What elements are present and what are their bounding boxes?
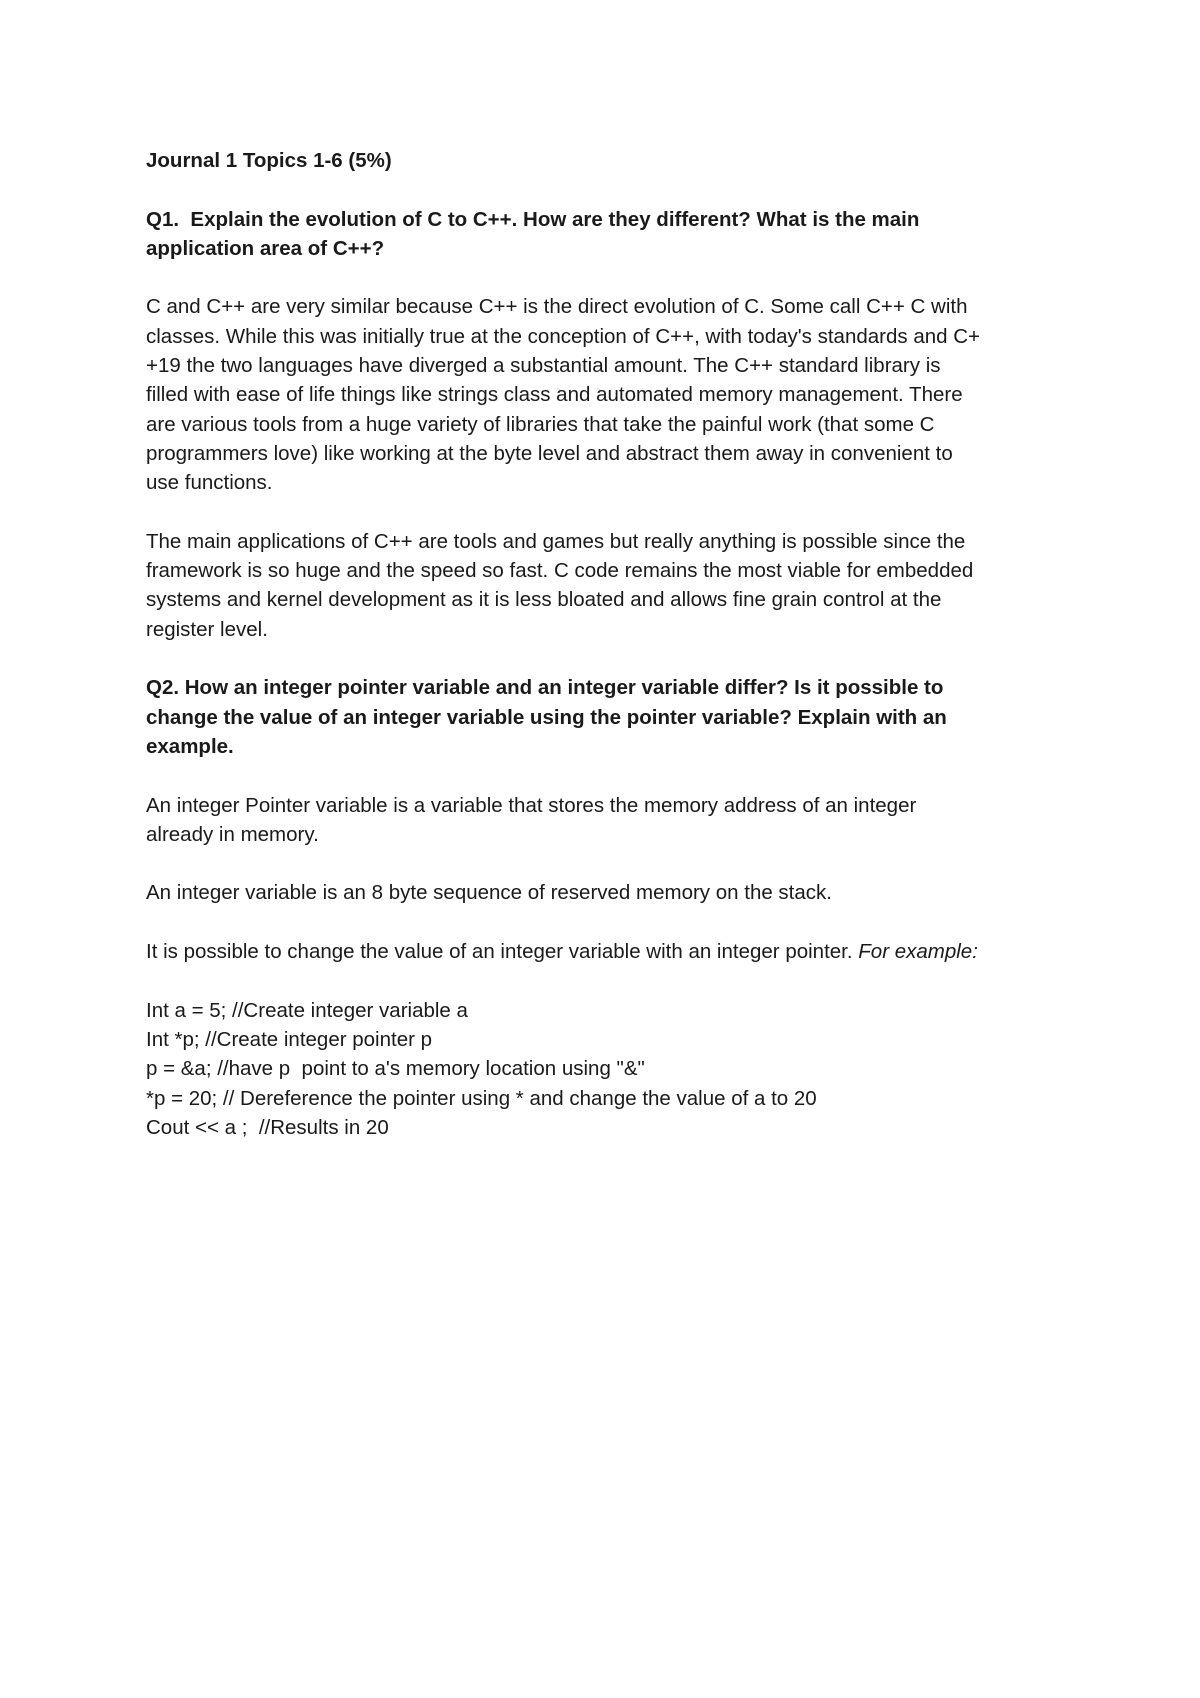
q1-answer-line: filled with ease of life things like strings class and automated memory management. There (146, 383, 963, 407)
document-body (146, 146, 1066, 1142)
q1-answer-line: programmers love) like working at the byte level and abstract them away in convenient to (146, 441, 953, 465)
q2-question-line: Q2. How an integer pointer variable and an integer variable differ? Is it possible to (146, 676, 944, 700)
q2-question-line: example. (146, 734, 234, 758)
q1-question-line: Q1. Explain the evolution of C to C++. How are they different? What is the main (146, 207, 920, 231)
code-line: Cout << a ; //Results in 20 (146, 1115, 389, 1139)
q2-example-intro-italic: For example: (858, 940, 978, 964)
code-line: Int *p; //Create integer pointer p (146, 1027, 433, 1051)
spacer (146, 908, 1066, 937)
q1-applications-line: framework is so huge and the speed so fast. C code remains the most viable for embedded (146, 559, 974, 583)
spacer (146, 498, 1066, 527)
q1-answer-line: are various tools from a huge variety of libraries that take the painful work (that some C (146, 412, 935, 436)
q1-applications-line: register level. (146, 617, 268, 641)
spacer (146, 263, 1066, 292)
code-line: p = &a; //have p point to a's memory location using "&" (146, 1057, 645, 1081)
q1-applications-line: systems and kernel development as it is less bloated and allows fine grain control at the (146, 588, 942, 612)
q1-answer-line: classes. While this was initially true at the conception of C++, with today's standards and C+ (146, 324, 981, 348)
q2-integer-definition: An integer variable is an 8 byte sequence of reserved memory on the stack. (146, 881, 832, 905)
q2-pointer-definition-line: An integer Pointer variable is a variable that stores the memory address of an integer (146, 793, 917, 817)
q2-example-intro (146, 937, 1066, 966)
code-line: *p = 20; // Dereference the pointer using * and change the value of a to 20 (146, 1086, 817, 1110)
document-title: Journal 1 Topics 1-6 (5%) (146, 149, 392, 172)
q2-question-line: change the value of an integer variable using the pointer variable? Explain with an (146, 705, 947, 729)
q1-applications-line: The main applications of C++ are tools and games but really anything is possible since the (146, 529, 966, 553)
spacer (146, 966, 1066, 995)
spacer (146, 849, 1066, 878)
q1-answer-line: C and C++ are very similar because C++ is the direct evolution of C. Some call C++ C with (146, 295, 968, 319)
spacer (146, 175, 1066, 204)
q1-answer-line: +19 the two languages have diverged a substantial amount. The C++ standard library is (146, 354, 941, 378)
spacer (146, 644, 1066, 673)
spacer (146, 761, 1066, 790)
q2-pointer-definition-line: already in memory. (146, 822, 319, 846)
q2-example-intro-text: It is possible to change the value of an integer variable with an integer pointer. (146, 940, 859, 964)
q1-question-line: application area of C++? (146, 236, 385, 260)
code-line: Int a = 5; //Create integer variable a (146, 998, 468, 1022)
q1-answer-line: use functions. (146, 471, 273, 495)
